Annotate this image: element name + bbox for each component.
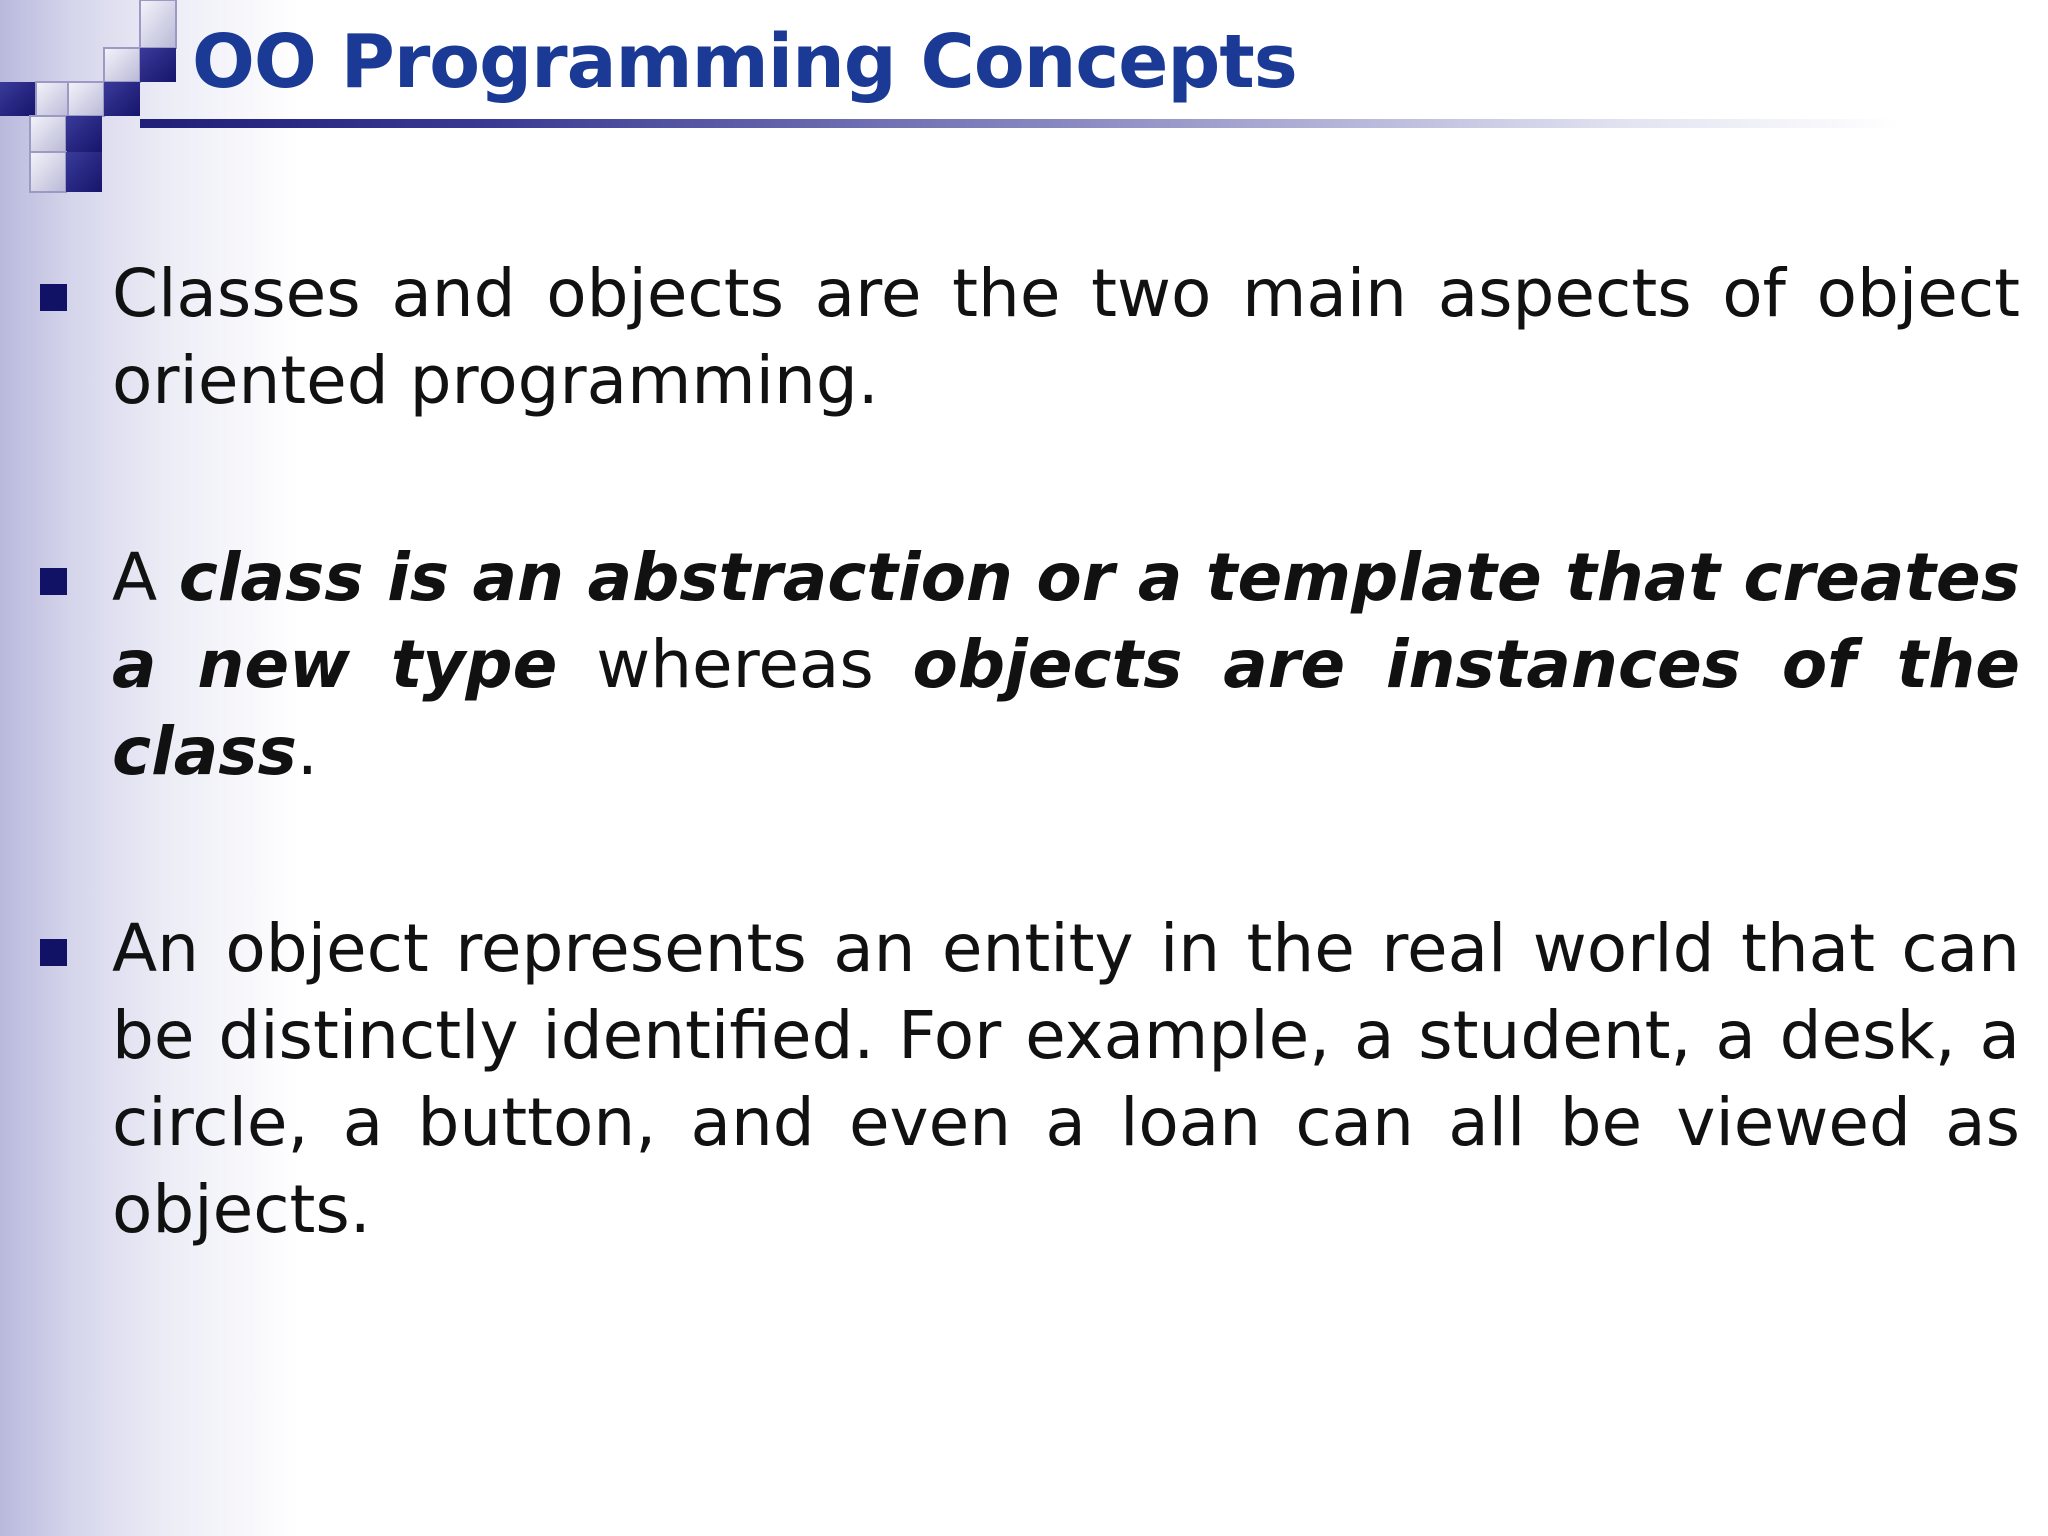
bullet-text-segment: whereas	[557, 626, 913, 703]
bullet-text	[112, 534, 2020, 795]
bullet-item-object-examples	[40, 905, 2020, 1253]
emphasized-class-definition: class is an abstraction or a template that creates a new type	[112, 539, 2020, 703]
slide-title: OO Programming Concepts	[192, 19, 1297, 105]
emphasized-object-definition: objects are instances of the class	[112, 626, 2020, 790]
title-underline-rule	[140, 119, 1900, 128]
square-bullet-icon	[40, 284, 67, 311]
bullet-text	[112, 250, 2020, 424]
bullet-item-class-definition	[40, 534, 2020, 795]
bullet-text-segment: Classes and objects are the two main aspects of object oriented programming.	[112, 255, 2020, 419]
bullet-text	[112, 905, 2020, 1253]
bullet-item-classes-objects	[40, 250, 2020, 424]
bullet-text-segment: .	[296, 713, 318, 790]
checkered-cubes-icon	[0, 0, 180, 210]
square-bullet-icon	[40, 939, 67, 966]
square-bullet-icon	[40, 568, 67, 595]
bullet-list	[40, 250, 2020, 1363]
bullet-text-segment: A	[112, 539, 179, 616]
bullet-text-segment: An object represents an entity in the real world that can be distinctly identified. For example, a student, a desk, a circle, a button, and even a loan can all be viewed as objects.	[112, 910, 2020, 1248]
